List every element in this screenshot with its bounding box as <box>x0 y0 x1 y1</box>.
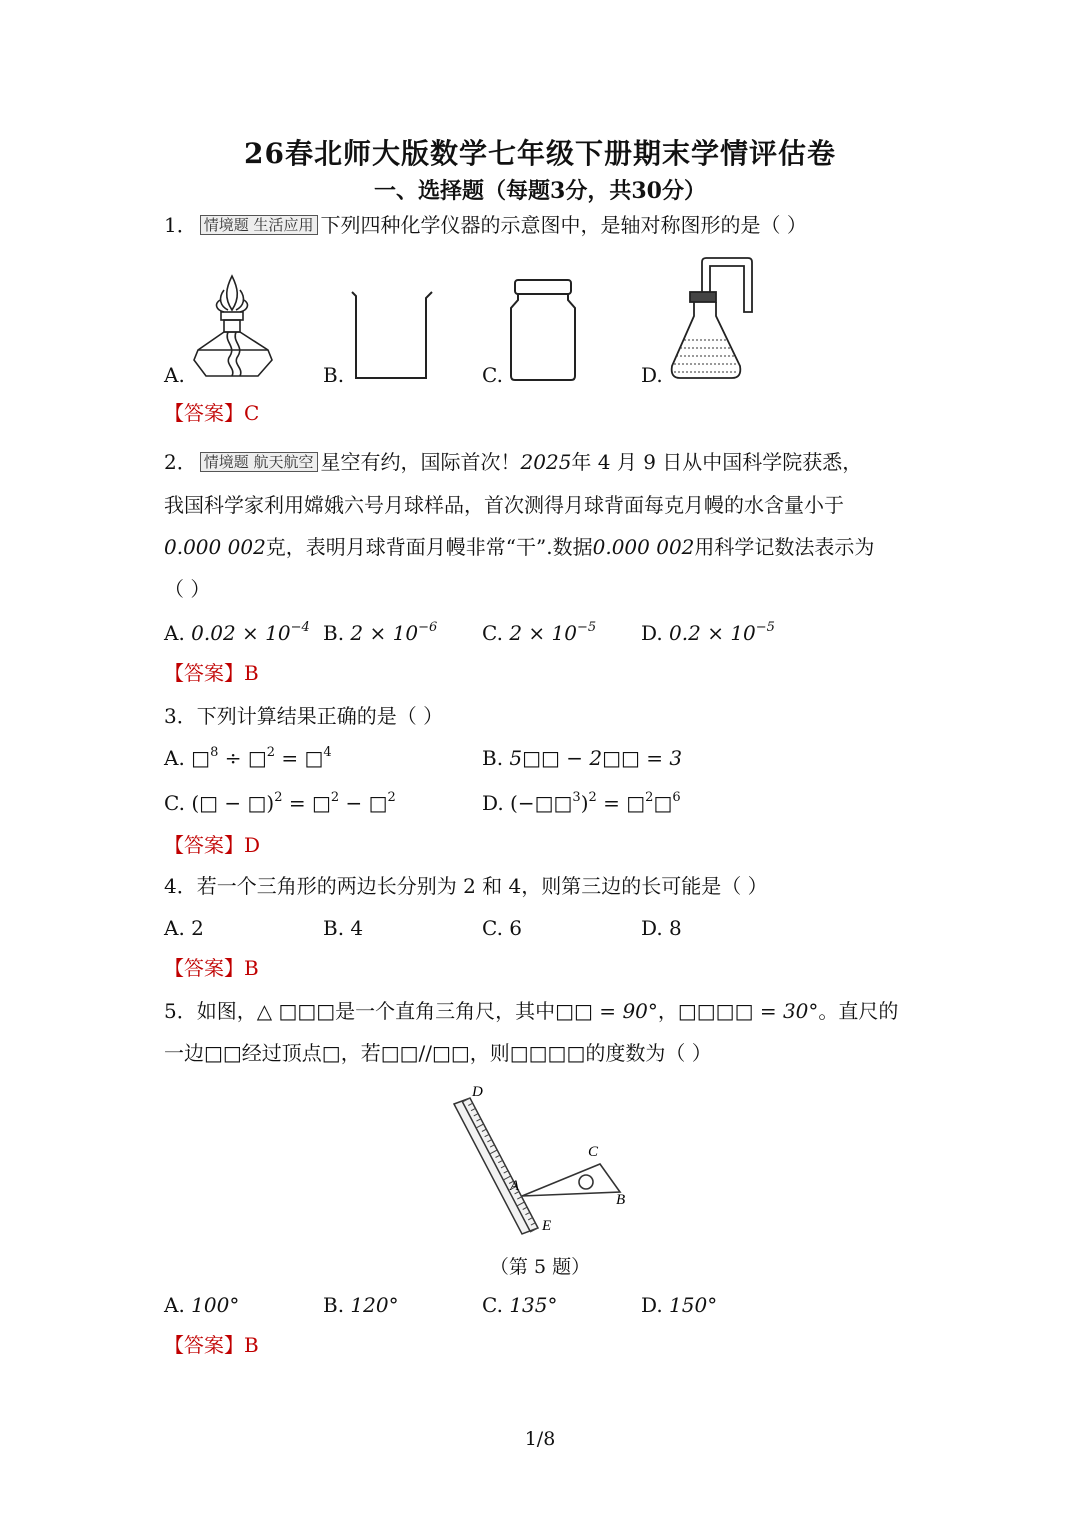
expr: = □ <box>282 791 331 815</box>
q3-option-c <box>164 790 396 816</box>
q3-option-b <box>482 745 682 771</box>
answer-3 <box>164 832 260 858</box>
exponent: −6 <box>418 620 438 635</box>
option-label: C. <box>482 621 503 645</box>
label-e: E <box>542 1218 552 1234</box>
exponent: 2 <box>330 790 340 805</box>
answer-label: 【答案】 <box>164 1333 244 1357</box>
answer-2 <box>164 660 259 686</box>
option-value: 100° <box>191 1293 240 1317</box>
expr: (□ − □) <box>191 791 275 815</box>
q5-option-d <box>641 1292 717 1318</box>
question-5-line-2: 一边□□经过顶点□，若□□//□□，则□□□□的度数为（ ） <box>164 1041 712 1065</box>
option-label: A. <box>164 621 185 645</box>
answer-label: 【答案】 <box>164 956 244 980</box>
answer-label: 【答案】 <box>164 661 244 685</box>
q2-option-b <box>323 620 437 646</box>
option-label: A. <box>164 746 185 770</box>
option-value: 120° <box>350 1293 399 1317</box>
exponent: 2 <box>645 790 654 805</box>
option-c-label: C. <box>482 363 503 387</box>
answer-4 <box>164 955 259 981</box>
year-value: 2025 <box>520 450 572 474</box>
expr: (−□□ <box>510 791 573 815</box>
option-label: B. <box>482 746 504 770</box>
q5-option-c <box>482 1292 558 1318</box>
option-label: D. <box>641 621 663 645</box>
label-d: D <box>472 1084 483 1100</box>
answer-value: C <box>244 401 260 425</box>
q3-option-d <box>482 790 681 816</box>
question-text: 下列四种化学仪器的示意图中，是轴对称图形的是（ ） <box>320 213 807 237</box>
option-value: 0.2 × 10 <box>669 621 756 645</box>
option-label: C. <box>482 1293 503 1317</box>
option-value: 2 × 10 <box>509 621 577 645</box>
question-text: ，□□□□ = <box>657 999 783 1023</box>
option-label: D. <box>482 791 504 815</box>
exponent: 2 <box>266 745 276 760</box>
option-b-label: B. <box>323 363 345 387</box>
angle-value: 30° <box>782 999 819 1023</box>
question-number: 2． <box>164 450 197 474</box>
expr: 5□□ − 2□□ = 3 <box>509 746 683 770</box>
number-value: 0.000 002 <box>164 535 266 559</box>
option-label: C. <box>164 791 185 815</box>
q3-option-a <box>164 745 332 771</box>
question-text: 星空有约，国际首次！ <box>320 450 521 474</box>
option-label: A. <box>164 1293 185 1317</box>
q2-option-d <box>641 620 775 646</box>
question-number: 5． <box>164 999 197 1023</box>
exponent: −5 <box>755 620 775 635</box>
answer-value: B <box>244 1333 259 1357</box>
question-text: 若一个三角形的两边长分别为 2 和 4，则第三边的长可能是（ ） <box>196 874 768 898</box>
label-b: B <box>616 1192 626 1208</box>
question-text: 用科学记数法表示为 <box>694 535 875 559</box>
question-1 <box>164 212 807 238</box>
question-5-line-1 <box>164 998 898 1024</box>
expr: □ <box>653 791 673 815</box>
figure-caption: （第 5 题） <box>489 1256 591 1278</box>
q4-option-b: B. 4 <box>323 916 364 940</box>
q2-option-c <box>482 620 596 646</box>
expr: □ <box>191 746 211 770</box>
expr: = □ <box>275 746 324 770</box>
exponent: 2 <box>588 790 597 805</box>
beaker-figure <box>350 290 434 382</box>
exponent: −5 <box>576 620 597 635</box>
question-text: 年 4 月 9 日从中国科学院获悉， <box>571 450 863 474</box>
q2-option-a <box>164 620 310 646</box>
answer-value: B <box>244 956 259 980</box>
expr: = □ <box>596 791 646 815</box>
answer-label: 【答案】 <box>164 833 244 857</box>
expr: ) <box>580 791 589 815</box>
q5-option-a <box>164 1292 239 1318</box>
context-tag: 情境题 生活应用 <box>200 215 318 235</box>
page-number: 1/8 <box>524 1428 556 1450</box>
question-2-line-1 <box>164 449 862 475</box>
option-value: 2 × 10 <box>350 621 419 645</box>
exponent: 3 <box>572 790 581 805</box>
exponent: 8 <box>210 745 219 760</box>
q5-option-b <box>323 1292 399 1318</box>
exponent: 4 <box>323 745 332 760</box>
question-4 <box>164 873 768 899</box>
angle-value: 90° <box>622 999 658 1023</box>
expr: ÷ □ <box>218 746 267 770</box>
question-text: 下列计算结果正确的是（ ） <box>196 704 444 728</box>
q4-option-c: C. 6 <box>482 916 523 940</box>
section-heading: 一、选择题（每题3分，共30分） <box>374 178 706 204</box>
q4-option-a: A. 2 <box>164 916 204 940</box>
option-d-label: D. <box>641 363 663 387</box>
option-value: 135° <box>509 1293 558 1317</box>
ruler-triangle-figure <box>440 1078 640 1238</box>
question-number: 4． <box>164 874 197 898</box>
option-label: B. <box>323 1293 345 1317</box>
label-c: C <box>588 1144 599 1160</box>
question-number: 1． <box>164 213 197 237</box>
flask-figure <box>668 256 754 382</box>
label-a: A <box>510 1178 520 1194</box>
exponent: 2 <box>274 790 283 805</box>
question-text: 克，表明月球背面月幔非常“干”.数据 <box>265 535 593 559</box>
exponent: 6 <box>672 790 681 805</box>
question-2-line-2: 我国科学家利用嫦娥六号月球样品，首次测得月球背面每克月幔的水含量小于 <box>164 493 844 517</box>
question-number: 3． <box>164 704 197 728</box>
number-value: 0.000 002 <box>592 535 695 559</box>
option-label: D. <box>641 1293 663 1317</box>
q4-option-d: D. 8 <box>641 916 682 940</box>
exponent: 2 <box>387 790 396 805</box>
option-value: 0.02 × 10 <box>191 621 291 645</box>
exam-title: 26春北师大版数学七年级下册期末学情评估卷 <box>244 137 836 170</box>
question-2-line-3 <box>164 534 874 560</box>
question-3 <box>164 703 443 729</box>
answer-label: 【答案】 <box>164 401 244 425</box>
question-text: 。直尺的 <box>818 999 899 1023</box>
expr: − □ <box>339 791 388 815</box>
question-2-line-4: （ ） <box>164 577 211 601</box>
option-a-label: A. <box>164 363 185 387</box>
answer-5 <box>164 1332 259 1358</box>
option-label: B. <box>323 621 345 645</box>
jar-figure <box>508 278 578 382</box>
context-tag: 情境题 航天航空 <box>200 452 318 472</box>
exponent: −4 <box>290 620 310 635</box>
answer-value: D <box>244 833 261 857</box>
alcohol-lamp-figure <box>188 272 280 382</box>
option-value: 150° <box>669 1293 718 1317</box>
question-text: 如图，△ □□□是一个直角三角尺，其中□□ = <box>196 999 623 1023</box>
answer-1 <box>164 400 259 426</box>
answer-value: B <box>244 661 259 685</box>
